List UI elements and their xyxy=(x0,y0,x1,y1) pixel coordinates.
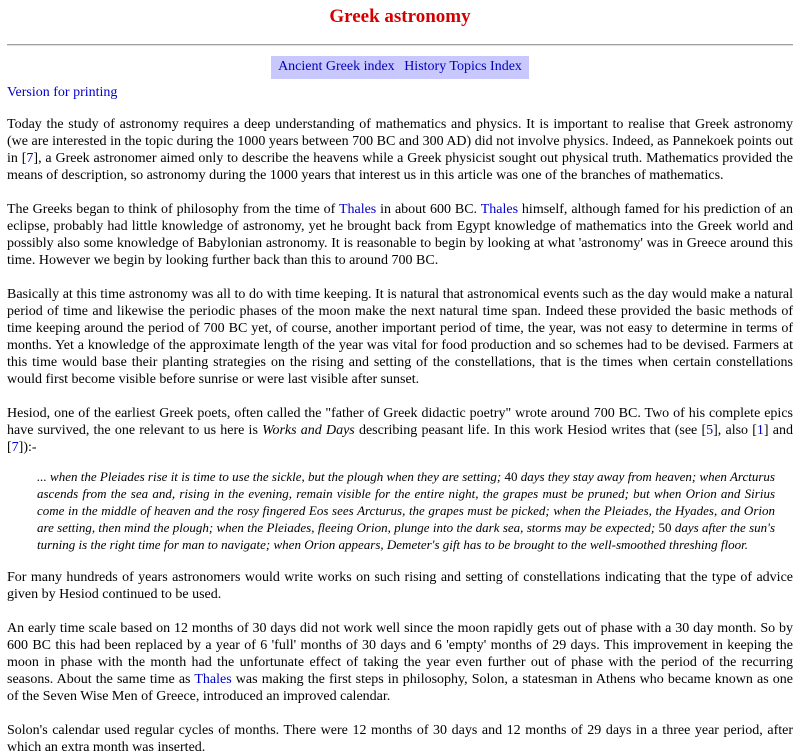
paragraph-rising-setting: For many hundreds of years astronomers would write works on such rising and setting of constellations indicating that the type of advice given by Hesiod continued to be used. xyxy=(7,570,793,602)
paragraph-calendar xyxy=(7,620,793,705)
reference-link-1[interactable]: 1 xyxy=(756,423,764,438)
work-title: Works and Days xyxy=(262,423,355,438)
reference-link-5[interactable]: 5 xyxy=(706,423,714,438)
text: describing peasant life. In this work Hesiod writes that (see [ xyxy=(354,423,707,438)
text: An early time scale based on 12 months of 30 days did not work well since the moon rapidly gets out of phase with a 30 day month. So by 600 BC this had been replaced by a year of 6 'full' months of 30 days and 6 'empty' months of 29 days. This improvement in keeping the moon in phase with the month had the unfortunate effect of taking the year even further out of phase with the period of the recurring seasons. About the same time as xyxy=(7,621,793,687)
number: 40 xyxy=(504,469,518,484)
thales-link[interactable]: Thales xyxy=(480,202,519,217)
number: 50 xyxy=(658,520,672,535)
text: The Greeks began to think of philosophy from the time of xyxy=(7,202,339,217)
text: Hesiod, one of the earliest Greek poets, often called the "father of Greek didactic poetry" wrote around 700 BC. Two of his complete epics have survived, the one relevant to us here is xyxy=(7,406,793,438)
reference-link-7[interactable]: 7 xyxy=(11,440,19,455)
paragraph-intro xyxy=(7,116,793,184)
text: himself, although famed for his prediction of an eclipse, probably had little knowledge of astronomy, yet he brought back from Egypt knowledge of mathematics into the Greek world and possibly also some knowledge of Babylonian astronomy. It is reasonable to begin by looking at what 'astronomy' was in Greece around this time. However we begin by looking further back than this to around 700 BC. xyxy=(7,202,794,268)
ancient-greek-index-link[interactable]: Ancient Greek index xyxy=(278,59,395,74)
page-title: Greek astronomy xyxy=(329,6,471,27)
text: ], a Greek astronomer aimed only to describe the heavens while a Greek physicist sought out physical truth. Mathematics provided the means of description, so astronomy during the 1000 years that interest us in this article was one of the branches of mathematics. xyxy=(7,151,793,183)
thales-link[interactable]: Thales xyxy=(338,202,377,217)
text: in about 600 BC. xyxy=(376,202,481,217)
paragraph-time-keeping: Basically at this time astronomy was all to do with time keeping. It is natural that astronomical events such as the day would make a natural period of time and likewise the periodic phases of the moon make the next natural time span. Indeed these provided the basic methods of time keeping around the period of 700 BC yet, of course, another important period of time, the year, was not easy to determine in terms of months. Yet a knowledge of the approximate length of the year was vital for food production and so schemes had to be devised. Farmers at this time would base their planting strategies on the rising and setting of the constellations, that is the times when certain constellations would first become visible before sunrise or were last visible after sunset. xyxy=(7,287,793,387)
text: was making the first steps in philosophy, Solon, a statesman in Athens who became known as one of the Seven Wise Men of Greece, introduced an improved calendar. xyxy=(7,672,793,704)
index-nav xyxy=(7,56,793,79)
text: ] and [ xyxy=(7,423,793,455)
text: ... when the Pleiades rise it is time to use the sickle, but the plough when they are setting; xyxy=(37,469,505,484)
text: days after the sun's turning is the right time for man to navigate; when Orion appears, Demeter's gift has to be brought to the well-smoothed threshing floor. xyxy=(37,520,776,552)
print-version xyxy=(7,84,793,101)
thales-link[interactable]: Thales xyxy=(194,672,232,687)
hesiod-quote xyxy=(37,468,775,553)
text: days they stay away from heaven; when Arcturus ascends from the sea and, rising in the evening, remain visible for the entire night, the grapes must be pruned; but when Orion and Sirius come in the middle of heaven and the rosy fingered Eos sees Arcturus, the grapes must be picked; when the Pleiades, the Hyades, and Orion are setting, then mind the plough; when the Pleiades, fleeing Orion, plunge into the dark sea, storms may be expected; xyxy=(37,469,775,535)
paragraph-solon: Solon's calendar used regular cycles of months. There were 12 months of 30 days and 12 months of 29 days in a three year period, after which an extra month was inserted. xyxy=(7,723,793,755)
title-divider xyxy=(7,44,793,46)
index-nav-box xyxy=(271,56,529,79)
paragraph-thales xyxy=(7,201,793,269)
text: Today the study of astronomy requires a deep understanding of mathematics and physics. It is important to realise that Greek astronomy (we are interested in the topic during the 1000 years between 700 BC and 300 AD) did not involve physics. Indeed, as Pannekoek points out in [ xyxy=(7,117,793,166)
text: ], also [ xyxy=(713,423,757,438)
text: ]):- xyxy=(18,440,37,455)
paragraph-hesiod xyxy=(7,405,793,456)
version-for-printing-link[interactable]: Version for printing xyxy=(7,85,118,100)
history-topics-index-link[interactable]: History Topics Index xyxy=(404,59,522,74)
reference-link-7[interactable]: 7 xyxy=(26,151,34,166)
